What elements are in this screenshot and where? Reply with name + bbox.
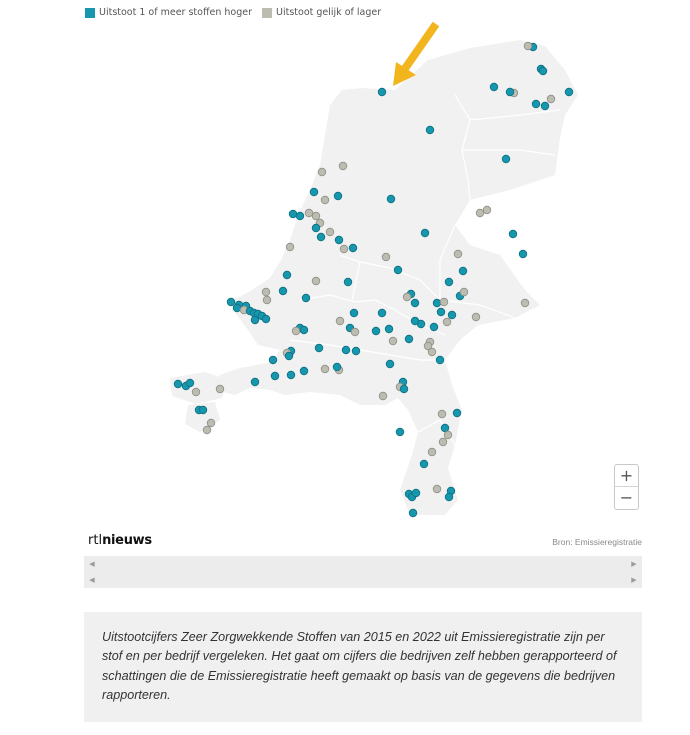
caption-box [84,612,642,722]
facility-marker-lower[interactable] [192,388,200,396]
facility-marker-lower[interactable] [547,95,555,103]
facility-marker-higher[interactable] [372,327,380,335]
facility-marker-lower[interactable] [351,328,359,336]
facility-marker-higher[interactable] [411,299,419,307]
facility-marker-higher[interactable] [532,100,540,108]
facility-marker-lower[interactable] [524,42,532,50]
facility-marker-higher[interactable] [448,311,456,319]
facility-marker-higher[interactable] [519,250,527,258]
facility-marker-higher[interactable] [409,509,417,517]
facility-marker-lower[interactable] [318,168,326,176]
legend-label-lower: Uitstoot gelijk of lager [276,7,382,18]
facility-marker-higher[interactable] [441,424,449,432]
facility-marker-higher[interactable] [411,317,419,325]
facility-marker-lower[interactable] [389,337,397,345]
facility-marker-lower[interactable] [439,438,447,446]
facility-marker-higher[interactable] [378,88,386,96]
facility-marker-higher[interactable] [539,67,547,75]
facility-marker-higher[interactable] [283,271,291,279]
facility-marker-lower[interactable] [340,245,348,253]
legend-label-higher: Uitstoot 1 of meer stoffen hoger [99,7,253,18]
rtl-nieuws-logo [88,533,152,548]
facility-marker-higher[interactable] [509,230,517,238]
facility-marker-lower[interactable] [444,431,452,439]
facility-marker-higher[interactable] [186,379,194,387]
facility-marker-higher[interactable] [334,192,342,200]
facility-marker-higher[interactable] [199,406,207,414]
facility-marker-higher[interactable] [285,352,293,360]
facility-marker-higher[interactable] [502,155,510,163]
facility-marker-lower[interactable] [207,419,215,427]
facility-marker-higher[interactable] [296,212,304,220]
facility-marker-higher[interactable] [386,360,394,368]
facility-marker-higher[interactable] [174,380,182,388]
facility-marker-higher[interactable] [405,335,413,343]
facility-marker-lower[interactable] [312,277,320,285]
facility-marker-higher[interactable] [279,287,287,295]
facility-marker-lower[interactable] [216,385,224,393]
facility-marker-higher[interactable] [433,299,441,307]
facility-marker-higher[interactable] [565,88,573,96]
facility-marker-lower[interactable] [476,209,484,217]
horizontal-scrollbar-1[interactable] [84,556,642,572]
facility-marker-higher[interactable] [310,188,318,196]
facility-marker-lower[interactable] [440,298,448,306]
facility-marker-higher[interactable] [420,460,428,468]
zoom-in-button[interactable]: + [619,466,634,485]
facility-marker-higher[interactable] [394,266,402,274]
facility-marker-higher[interactable] [412,489,420,497]
facility-marker-higher[interactable] [387,195,395,203]
facility-marker-lower[interactable] [292,327,300,335]
facility-marker-higher[interactable] [506,88,514,96]
facility-marker-lower[interactable] [312,212,320,220]
facility-marker-higher[interactable] [271,372,279,380]
facility-marker-higher[interactable] [349,244,357,252]
facility-marker-higher[interactable] [315,344,323,352]
facility-marker-higher[interactable] [445,493,453,501]
facility-marker-higher[interactable] [262,315,270,323]
facility-marker-lower[interactable] [321,196,329,204]
facility-marker-higher[interactable] [300,326,308,334]
scroll-left-arrow-icon[interactable]: ◀ [89,576,95,584]
facility-marker-lower[interactable] [454,250,462,258]
facility-marker-higher[interactable] [400,385,408,393]
facility-marker-higher[interactable] [251,316,259,324]
facility-marker-lower[interactable] [472,313,480,321]
facility-marker-higher[interactable] [227,298,235,306]
brand-prefix: rtl [88,533,103,548]
facility-marker-higher[interactable] [251,378,259,386]
facility-marker-higher[interactable] [437,308,445,316]
zoom-out-button[interactable]: − [615,486,638,508]
facility-marker-higher[interactable] [421,229,429,237]
facility-marker-lower[interactable] [286,243,294,251]
facility-marker-higher[interactable] [317,233,325,241]
facility-marker-lower[interactable] [483,206,491,214]
facility-marker-higher[interactable] [430,323,438,331]
source-label: Bron: Emissieregistratie [552,537,642,547]
caption-text: Uitstootcijfers Zeer Zorgwekkende Stoffen van 2015 en 2022 uit Emissieregistratie zijn per stof en per bedrijf vergeleken. Het gaat om cijfers die bedrijven zelf hebben gerapporteerd of schattingen die de Emissieregistratie heeft gemaakt op basis van de gegevens die bedrijven rapporteren. [102,630,617,703]
facility-marker-lower[interactable] [521,299,529,307]
facility-marker-lower[interactable] [433,485,441,493]
facility-marker-higher[interactable] [453,409,461,417]
facility-marker-lower[interactable] [203,426,211,434]
facility-marker-lower[interactable] [263,296,271,304]
facility-marker-lower[interactable] [262,288,270,296]
facility-marker-lower[interactable] [443,318,451,326]
scroll-right-arrow-icon[interactable]: ▶ [631,560,637,568]
facility-marker-lower[interactable] [321,365,329,373]
facility-marker-higher[interactable] [269,356,277,364]
facility-marker-lower[interactable] [305,209,313,217]
facility-marker-higher[interactable] [445,278,453,286]
horizontal-scrollbar-2[interactable] [84,572,642,588]
scroll-left-arrow-icon[interactable]: ◀ [89,560,95,568]
facility-marker-lower[interactable] [428,348,436,356]
facility-marker-higher[interactable] [312,224,320,232]
facility-marker-lower[interactable] [438,410,446,418]
facility-marker-lower[interactable] [339,162,347,170]
facility-marker-higher[interactable] [302,294,310,302]
facility-marker-higher[interactable] [396,428,404,436]
facility-marker-higher[interactable] [335,236,343,244]
facility-marker-higher[interactable] [378,309,386,317]
facility-marker-higher[interactable] [344,278,352,286]
facility-marker-higher[interactable] [541,102,549,110]
facility-marker-higher[interactable] [233,304,241,312]
facility-marker-higher[interactable] [436,356,444,364]
facility-marker-lower[interactable] [326,228,334,236]
country-shape [170,40,578,515]
facility-marker-lower[interactable] [403,293,411,301]
facility-marker-lower[interactable] [460,288,468,296]
facility-marker-higher[interactable] [385,325,393,333]
scroll-right-arrow-icon[interactable]: ▶ [631,576,637,584]
facility-marker-higher[interactable] [287,371,295,379]
facility-marker-higher[interactable] [459,267,467,275]
brand-name: nieuws [102,533,152,548]
zoom-control [614,464,639,510]
facility-marker-higher[interactable] [289,210,297,218]
facility-marker-lower[interactable] [382,253,390,261]
facility-marker-higher[interactable] [352,347,360,355]
facility-marker-lower[interactable] [336,317,344,325]
facility-marker-higher[interactable] [342,346,350,354]
facility-marker-higher[interactable] [426,126,434,134]
facility-marker-higher[interactable] [350,309,358,317]
facility-marker-higher[interactable] [300,367,308,375]
facility-marker-lower[interactable] [379,392,387,400]
facility-marker-lower[interactable] [428,448,436,456]
facility-marker-higher[interactable] [490,83,498,91]
facility-marker-higher[interactable] [333,363,341,371]
